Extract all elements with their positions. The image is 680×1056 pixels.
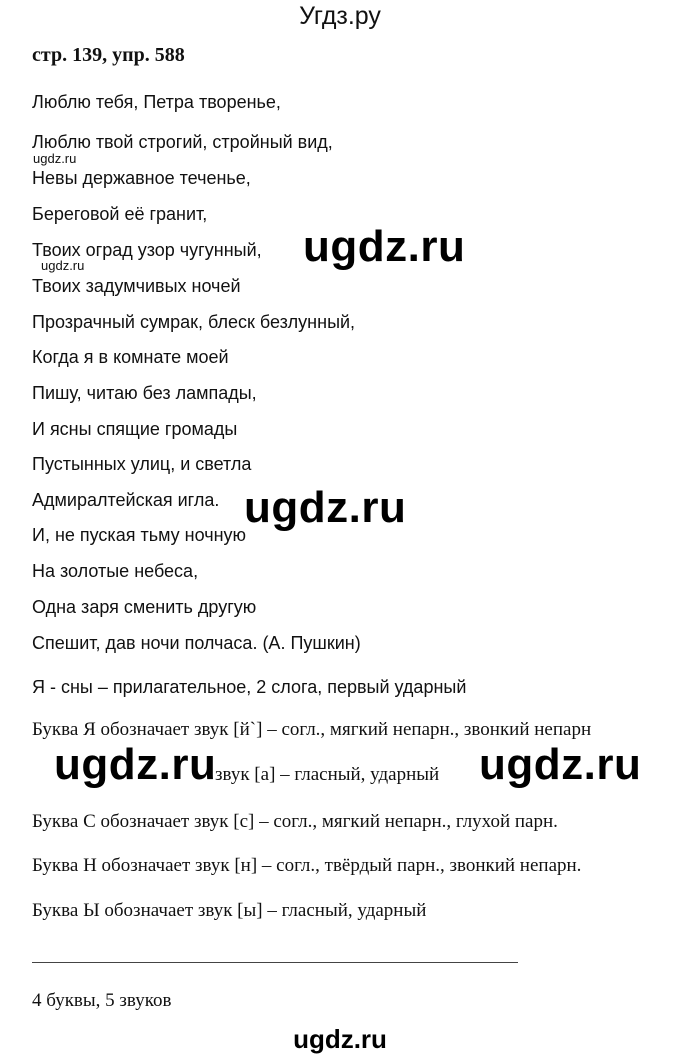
poem-line: Береговой её гранит,	[32, 204, 208, 224]
poem-line: Люблю твой строгий, стройный вид,	[32, 132, 333, 152]
poem-line: Адмиралтейская игла.	[32, 490, 220, 510]
poem-line: Твоих задумчивых ночей	[32, 276, 241, 296]
letter-analysis: звук [а] – гласный, ударный	[215, 764, 440, 785]
letter-analysis: Буква Ы обозначает звук [ы] – гласный, ударный	[32, 900, 427, 921]
poem-line: Твоих оград узор чугунный,	[32, 240, 262, 260]
poem-line: Пустынных улиц, и светла	[32, 454, 252, 474]
summary: 4 буквы, 5 звуков	[32, 990, 172, 1011]
poem-line: Люблю тебя, Петра творенье,	[32, 92, 281, 112]
divider	[32, 962, 518, 963]
watermark-large: ugdz.ru	[54, 740, 217, 789]
watermark-footer: ugdz.ru	[293, 1024, 387, 1054]
poem-line: Спешит, дав ночи полчаса. (А. Пушкин)	[32, 633, 361, 653]
poem-line: И, не пуская тьму ночную	[32, 525, 247, 545]
watermark-small: ugdz.ru	[41, 258, 85, 273]
watermark-large: ugdz.ru	[303, 222, 466, 271]
watermark-large: ugdz.ru	[244, 483, 407, 532]
poem-line: Невы державное теченье,	[32, 168, 251, 188]
poem-line: Одна заря сменить другую	[32, 597, 257, 617]
site-title: Угдз.ру	[299, 2, 381, 30]
poem-line: И ясны спящие громады	[32, 419, 238, 439]
word-analysis: Я - сны – прилагательное, 2 слога, первый ударный	[32, 677, 467, 697]
letter-analysis: Буква Я обозначает звук [й`] – согл., мягкий непарн., звонкий непарн	[32, 719, 592, 740]
letter-analysis: Буква С обозначает звук [с] – согл., мягкий непарн., глухой парн.	[32, 811, 558, 832]
exercise-heading: стр. 139, упр. 588	[32, 44, 185, 66]
poem-line: Прозрачный сумрак, блеск безлунный,	[32, 312, 356, 332]
letter-analysis: Буква Н обозначает звук [н] – согл., твёрдый парн., звонкий непарн.	[32, 855, 582, 876]
poem-line: Пишу, читаю без лампады,	[32, 383, 257, 403]
poem-line: На золотые небеса,	[32, 561, 199, 581]
poem-line: Когда я в комнате моей	[32, 347, 229, 367]
watermark-small: ugdz.ru	[33, 151, 77, 166]
watermark-large: ugdz.ru	[479, 740, 642, 789]
